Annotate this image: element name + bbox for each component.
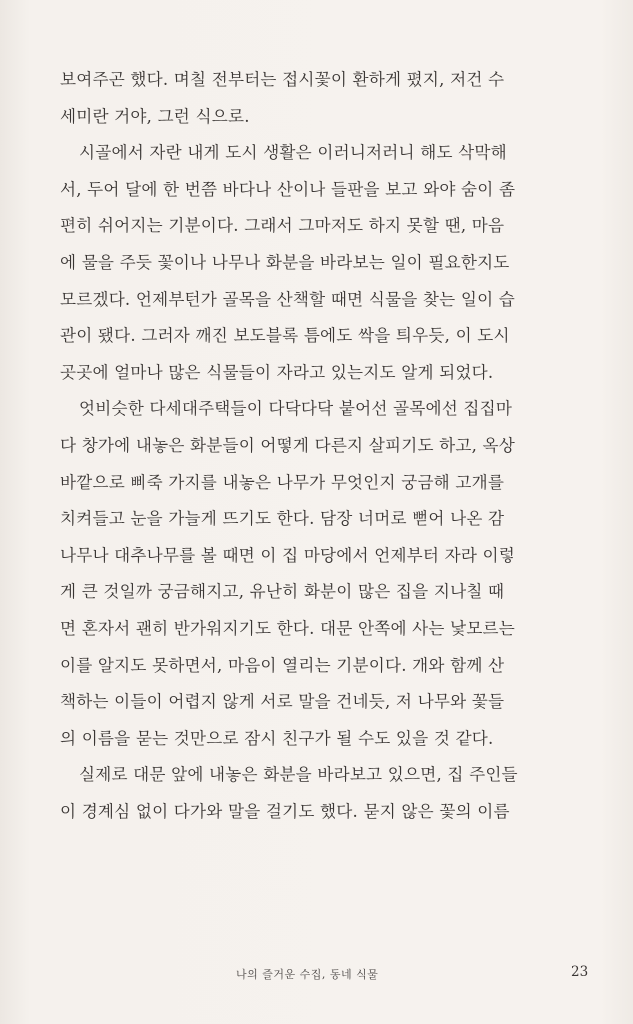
text-line: 의 이름을 묻는 것만으로 잠시 친구가 될 수도 있을 것 같다. xyxy=(60,728,494,748)
text-line: 관이 됐다. 그러자 깨진 보도블록 틈에도 싹을 틔우듯, 이 도시 xyxy=(60,326,510,346)
paragraph-start-line: 시골에서 자란 내게 도시 생활은 이러니저러니 해도 삭막해 xyxy=(79,143,507,163)
text-line: 책하는 이들이 어렵지 않게 서로 말을 건네듯, 저 나무와 꽃들 xyxy=(60,692,505,712)
page-number: 23 xyxy=(571,964,589,980)
text-line: 치켜들고 눈을 가늘게 뜨기도 한다. 담장 너머로 뻗어 나온 감 xyxy=(60,509,505,529)
text-line: 에 물을 주듯 꽃이나 나무나 화분을 바라보는 일이 필요한지도 xyxy=(60,252,510,272)
running-head: 나의 즐거운 수집, 동네 식물 xyxy=(236,968,379,981)
body-text xyxy=(60,62,600,830)
text-line: 모르겠다. 언제부턴가 골목을 산책할 때면 식물을 찾는 일이 습 xyxy=(60,289,516,309)
text-line: 다 창가에 내놓은 화분들이 어떻게 다른지 살피기도 하고, 옥상 xyxy=(60,435,516,455)
text-line: 이를 알지도 못하면서, 마음이 열리는 기분이다. 개와 함께 산 xyxy=(60,655,505,675)
paragraph-start-line: 실제로 대문 앞에 내놓은 화분을 바라보고 있으면, 집 주인들 xyxy=(79,765,518,785)
text-line: 면 혼자서 괜히 반가워지기도 한다. 대문 안쪽에 사는 낯모르는 xyxy=(60,618,516,638)
text-line: 이 경계심 없이 다가와 말을 걸기도 했다. 묻지 않은 꽃의 이름 xyxy=(60,801,510,821)
text-line: 바깥으로 삐죽 가지를 내놓은 나무가 무엇인지 궁금해 고개를 xyxy=(60,472,505,492)
text-line: 나무나 대추나무를 볼 때면 이 집 마당에서 언제부터 자라 이렇 xyxy=(60,545,516,565)
paragraph-start-line: 엇비슷한 다세대주택들이 다닥다닥 붙어선 골목에선 집집마 xyxy=(79,399,513,419)
text-line: 게 큰 것일까 궁금해지고, 유난히 화분이 많은 집을 지나칠 때 xyxy=(60,582,505,602)
page-footer xyxy=(0,966,633,986)
text-line: 보여주곤 했다. 며칠 전부터는 접시꽃이 환하게 폈지, 저건 수 xyxy=(60,70,505,89)
text-line: 서, 두어 달에 한 번쯤 바다나 산이나 들판을 보고 와야 숨이 좀 xyxy=(60,179,516,199)
text-line: 곳곳에 얼마나 많은 식물들이 자라고 있는지도 알게 되었다. xyxy=(60,362,494,382)
text-line: 세미란 거야, 그런 식으로. xyxy=(60,106,250,126)
text-line: 편히 쉬어지는 기분이다. 그래서 그마저도 하지 못할 땐, 마음 xyxy=(60,216,505,236)
